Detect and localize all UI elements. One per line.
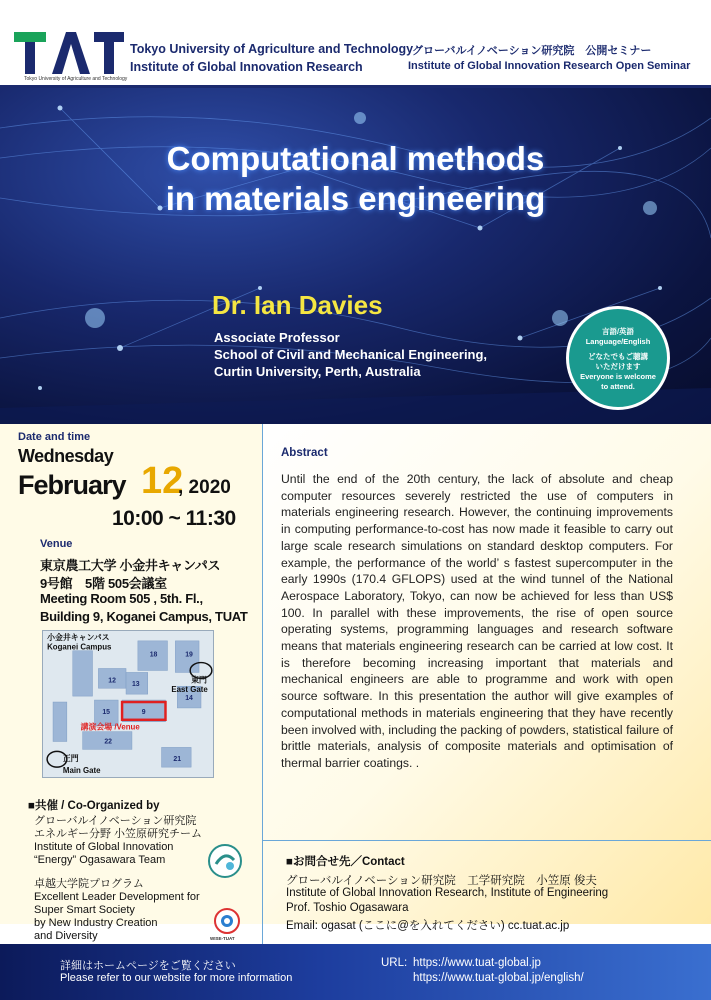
building-label: 12 [108,677,116,685]
coorg-line: Institute of Global Innovation [34,841,174,853]
badge-welcome-en2: to attend. [601,382,635,391]
contact-line: Prof. Toshio Ogasawara [286,902,409,914]
abstract-body: Until the end of the 20th century, the lack of absolute and cheap computer resources severely restricted the use of computers in materials engineering research. However, the continuing improvements in computing performance-to-cost has now made it feasible to carry out large scale research simulations on standard desktop computers. For example, the performance of the world’ s fastest supercomputer in the early 1990s (170.4 GFLOPS) used at the wind tunnel of the National Aerospace Laboratory, Tokyo, can now be achieved for less than US$ 100. In parallel with these improvements, the rise of open source operating systems, programming languages and research software means that materials engineering research can be carried at low cost. It is therefore becoming increasing important that materials and mechanical engineers are able to programme and work with open source software. In this presentation the author will give examples of computational methods in materials engineering that they have recently been involved with, including the packing of powders, statistical failure of brittle materials, analysis of composite materials and optimisation of thermal barrier coatings. . [281,472,673,770]
venue-line: 9号館 5階 505会議室 [40,576,167,591]
wise-tuat-logo [214,908,240,934]
venue-line: Building 9, Koganei Campus, TUAT [40,609,248,624]
footer-url-link-english[interactable]: https://www.tuat-global.jp/english/ [413,972,584,984]
talk-title-line2: in materials engineering [165,180,546,217]
badge-language-jp: 言語/英語 [601,327,635,336]
seminar-title-jp: グローバルイノベーション研究院 公開セミナー [412,45,652,57]
coorganized-label: ■共催 / Co-Organized by [28,800,160,812]
building-label: 13 [131,681,140,689]
coorg-line: by New Industry Creation [34,917,158,929]
seminar-title-en: Institute of Global Innovation Research Open Seminar [408,60,691,72]
coorg-line: グローバルイノベーション研究院 [34,815,197,827]
venue-label: Venue [40,538,73,550]
venue-line: Meeting Room 505 , 5th. Fl., [40,591,203,606]
university-name: Tokyo University of Agriculture and Technology [130,42,414,56]
contact-line: Email: ogasat (ここに@を入れてください) cc.tuat.ac.jp [286,920,570,932]
building-label: 18 [149,651,158,659]
coorg-line: Excellent Leader Development for [34,891,200,903]
wise-logo-text: WISE-TUAT [210,936,235,941]
building-label: 14 [185,695,193,703]
map-campus-en: Koganei Campus [47,642,112,652]
building-label: 19 [185,651,193,659]
coorg-line: and Diversity [34,930,98,942]
campus-map [42,630,214,778]
date-label: Date and time [18,431,91,443]
venue-line: 東京農工大学 小金井キャンパス [40,558,221,573]
coorg-line: エネルギー分野 小笠原研究チーム [34,828,203,840]
building-label: 15 [102,708,111,716]
badge-welcome-jp1: どなたでもご聴講 [588,352,648,361]
map-east-gate-en: East Gate [171,685,208,695]
building-label: 9 [141,708,146,716]
map-main-gate-jp: 正門 [62,754,79,764]
map-venue-label: 講演会場 /Venue [80,722,140,732]
building-label: 21 [173,756,182,764]
event-time: 10:00 ~ 11:30 [112,507,236,530]
building-label: 22 [104,738,112,746]
speaker-school: School of Civil and Mechanical Engineering, [214,347,488,362]
speaker-university: Curtin University, Perth, Australia [214,364,421,379]
footer-url-link[interactable]: https://www.tuat-global.jp [413,957,541,969]
speaker-position: Associate Professor [214,330,340,345]
language-badge [566,306,670,410]
speaker-name: Dr. Ian Davies [212,290,383,320]
map-east-gate-jp: 東門 [191,675,207,685]
badge-welcome-jp2: いただけます [595,362,641,371]
institute-name: Institute of Global Innovation Research [130,60,363,74]
contact-line: グローバルイノベーション研究院 工学研究院 小笠原 俊夫 [286,875,597,887]
contact-label: ■お問合せ先／Contact [286,856,405,868]
footer-info-jp: 詳細はホームページをご覧ください [60,960,236,972]
map-campus-jp: 小金井キャンパス [47,632,110,642]
contact-line: Institute of Global Innovation Research, Institute of Engineering [286,887,609,899]
abstract-label: Abstract [281,447,328,459]
map-main-gate-en: Main Gate [62,766,101,776]
global-innovation-logo [208,844,242,878]
event-year: , 2020 [178,477,231,498]
coorg-line: “Energy” Ogasawara Team [34,854,166,866]
event-day: 12 [141,460,184,502]
contact-divider [262,840,711,841]
coorg-line: Super Smart Society [34,904,135,916]
footer-url-label: URL: [381,957,408,969]
speaker-affiliation [214,329,487,380]
badge-welcome-en1: Everyone is welcome [580,372,656,381]
tat-logo [14,30,124,82]
badge-language-en: Language/English [585,337,651,346]
logo-subtext: Tokyo University of Agriculture and Technology [24,76,128,82]
footer-info-en: Please refer to our website for more information [60,972,293,984]
talk-title-line1: Computational methods [166,140,545,177]
coorg-line: 卓越大学院プログラム [34,878,144,890]
column-divider [262,424,263,944]
event-weekday: Wednesday [18,446,114,466]
event-month: February [18,470,126,500]
